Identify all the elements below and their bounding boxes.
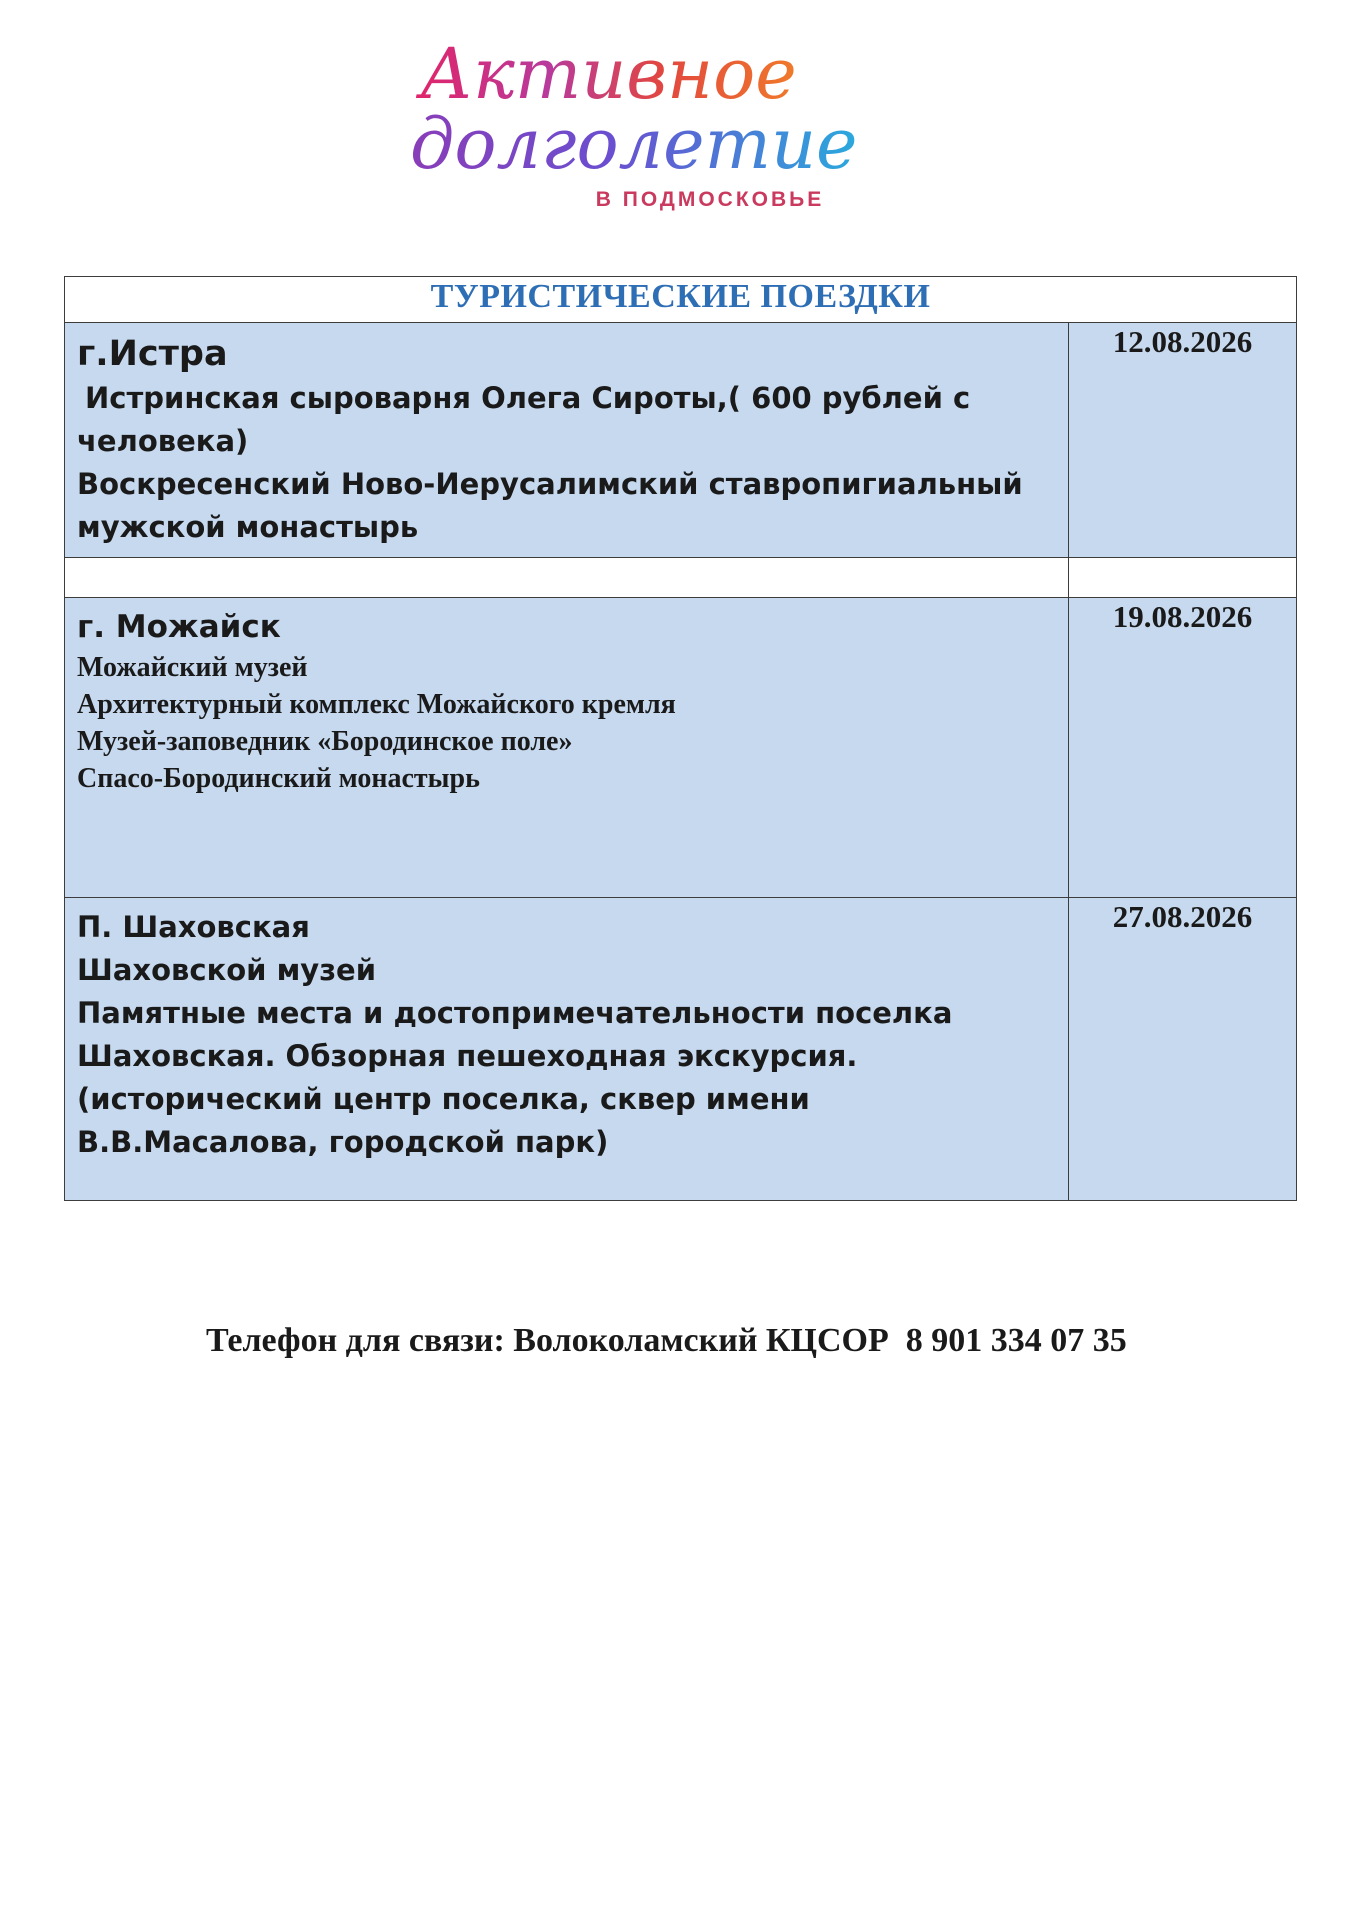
trip-line: Спасо-Бородинский монастырь [77, 763, 480, 794]
trip-line: (исторический центр поселка, сквер имени [77, 1082, 810, 1116]
trip-line: Памятные места и достопримечательности поселка [77, 996, 953, 1030]
trip-cell-istra [65, 323, 1069, 558]
table-header: ТУРИСТИЧЕСКИЕ ПОЕЗДКИ [65, 277, 1297, 323]
trip-line: Шаховская. Обзорная пешеходная экскурсия. [77, 1039, 858, 1073]
blank-row [65, 558, 1297, 598]
trip-line: Истринская сыроварня Олега Сироты,( 600 рублей с [85, 381, 971, 415]
trip-line: Воскресенский Ново-Иерусалимский ставропигиальный [77, 467, 1023, 501]
trip-date: 27.08.2026 [1069, 898, 1297, 1201]
trip-place: г.Истра [77, 334, 228, 374]
trip-date: 12.08.2026 [1069, 323, 1297, 558]
trip-line: Можайский музей [77, 652, 308, 683]
trip-line: Музей-заповедник «Бородинское поле» [77, 726, 573, 757]
trip-line: Шаховской музей [77, 953, 377, 987]
trip-line: мужской монастырь [77, 510, 419, 544]
trip-place: П. Шаховская [77, 910, 310, 944]
logo-subtitle: В ПОДМОСКОВЬЕ [595, 188, 825, 211]
table-row [65, 598, 1297, 898]
blank-cell [1069, 558, 1297, 598]
trips-table [64, 276, 1297, 1201]
logo-line1: Активное [420, 33, 797, 115]
trip-line: Архитектурный комплекс Можайского кремля [77, 689, 676, 720]
trip-place: г. Можайск [77, 609, 281, 645]
logo [400, 20, 1020, 220]
trip-cell-shakhovskaya [65, 898, 1069, 1201]
contact-phone: Телефон для связи: Волоколамский КЦСОР 8 901 334 07 35 [206, 1322, 1127, 1359]
trip-date: 19.08.2026 [1069, 598, 1297, 898]
blank-cell [65, 558, 1069, 598]
table-row [65, 323, 1297, 558]
trip-line: человека) [77, 424, 249, 458]
trip-cell-mozhaisk [65, 598, 1069, 898]
trip-line: В.В.Масалова, городской парк) [77, 1125, 609, 1159]
table-row [65, 898, 1297, 1201]
logo-line2: долголетие [410, 103, 858, 185]
logo-wordmark [400, 20, 1020, 190]
